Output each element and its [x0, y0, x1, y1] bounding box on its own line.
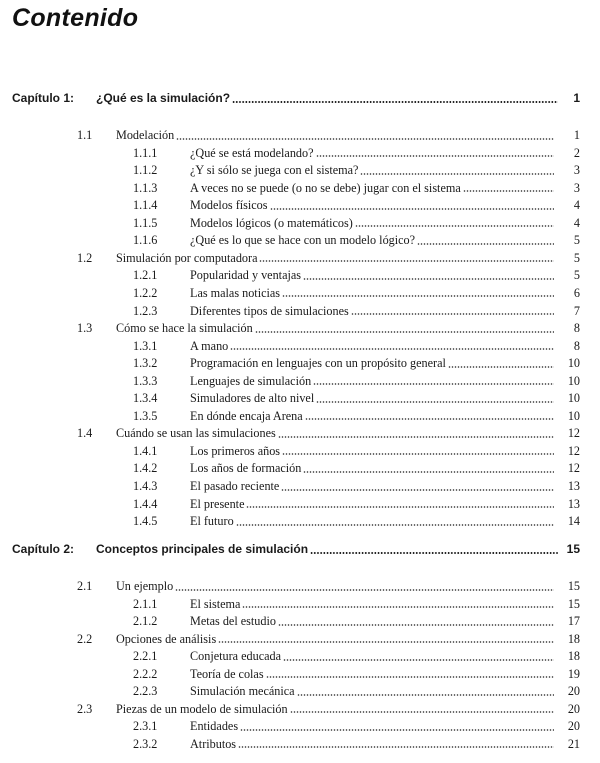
subsection-entry[interactable] — [0, 214, 600, 232]
subsection-title: Popularidad y ventajas — [190, 268, 302, 283]
subsection-number: 1.4.3 — [133, 479, 158, 493]
page-number: 5 — [573, 250, 580, 265]
dot-leader — [281, 489, 554, 491]
page-number: 20 — [567, 684, 580, 699]
page-number: 19 — [567, 666, 580, 681]
section-entry[interactable] — [0, 630, 600, 648]
subsection-title-leader — [190, 442, 554, 460]
subsection-title-leader — [190, 196, 554, 214]
subsection-number: 1.4.4 — [133, 496, 158, 511]
dot-leader — [283, 659, 554, 661]
section-title-leader — [116, 249, 554, 267]
section-entry[interactable] — [0, 424, 600, 442]
subsection-title: El presente — [190, 496, 245, 511]
section-number: 1.3 — [77, 321, 93, 336]
dot-leader — [255, 331, 554, 333]
page-number: 15 — [567, 596, 580, 611]
subsection-title: Las malas noticias — [190, 285, 281, 300]
subsection-title: Programación en lenguajes con un propósito general — [190, 356, 446, 371]
subsection-title-leader — [190, 231, 554, 249]
section-title-leader — [116, 424, 554, 442]
subsection-title-leader — [190, 459, 554, 477]
section-number: 2.1 — [77, 579, 93, 593]
subsection-number: 1.1.3 — [133, 180, 158, 195]
subsection-number: 1.2.3 — [133, 303, 158, 318]
page-number: 1 — [573, 91, 580, 105]
chapter-entry[interactable] — [0, 540, 600, 558]
subsection-number: 1.3.4 — [133, 391, 158, 406]
dot-leader — [310, 552, 558, 554]
page-number: 18 — [567, 649, 580, 664]
subsection-entry[interactable] — [0, 231, 600, 249]
subsection-entry[interactable] — [0, 459, 600, 477]
dot-leader — [463, 190, 554, 192]
section-title: Simulación por computadora — [116, 250, 258, 265]
page-number: 20 — [567, 719, 580, 734]
page-number: 1 — [573, 128, 580, 142]
subsection-title: Simuladores de alto nivel — [190, 391, 315, 406]
dot-leader — [290, 711, 554, 713]
subsection-entry[interactable] — [0, 302, 600, 320]
page-number: 2 — [573, 145, 580, 160]
dot-leader — [232, 101, 558, 103]
subsection-title-leader — [190, 179, 554, 197]
dot-leader — [313, 383, 554, 385]
page-number: 8 — [573, 321, 580, 336]
subsection-title-leader — [190, 512, 554, 530]
subsection-title-leader — [190, 266, 554, 284]
subsection-title-leader — [190, 682, 554, 700]
subsection-entry[interactable] — [0, 337, 600, 355]
subsection-number: 1.1.2 — [133, 163, 158, 178]
page-number: 17 — [567, 614, 580, 629]
dot-leader — [360, 173, 554, 175]
section-entry[interactable] — [0, 126, 600, 144]
page-title: Contenido — [12, 4, 139, 32]
page-number: 21 — [567, 736, 580, 751]
subsection-number: 1.3.3 — [133, 373, 158, 388]
subsection-title: A veces no se puede (o no se debe) jugar con el sistema — [190, 180, 461, 195]
subsection-title: El futuro — [190, 514, 234, 529]
subsection-number: 1.3.1 — [133, 338, 158, 353]
subsection-entry[interactable] — [0, 266, 600, 284]
chapter-entry[interactable] — [0, 89, 600, 107]
subsection-number: 1.3.5 — [133, 408, 158, 423]
subsection-title-leader — [190, 735, 554, 753]
dot-leader — [266, 676, 554, 678]
section-title: Un ejemplo — [116, 579, 174, 593]
section-entry[interactable] — [0, 249, 600, 267]
chapter-title: ¿Qué es la simulación? — [96, 91, 231, 105]
page-number: 14 — [567, 514, 580, 529]
subsection-number: 2.2.3 — [133, 684, 158, 699]
subsection-title-leader — [190, 284, 554, 302]
chapter-label: Capítulo 1: — [12, 91, 74, 105]
subsection-title: Los primeros años — [190, 443, 281, 458]
page-number: 3 — [573, 180, 580, 195]
dot-leader — [417, 243, 554, 245]
page-number: 12 — [567, 443, 580, 458]
page-number: 15 — [567, 579, 580, 593]
section-title: Cómo se hace la simulación — [116, 321, 253, 336]
subsection-title-leader — [190, 302, 554, 320]
page-number: 6 — [573, 285, 580, 300]
dot-leader — [355, 225, 554, 227]
subsection-title: Lenguajes de simulación — [190, 373, 312, 388]
subsection-title-leader — [190, 389, 554, 407]
section-number: 2.3 — [77, 701, 93, 716]
subsection-number: 2.1.1 — [133, 596, 158, 611]
subsection-title: Modelos físicos — [190, 198, 268, 213]
subsection-entry[interactable] — [0, 647, 600, 665]
subsection-title: Los años de formación — [190, 461, 302, 476]
dot-leader — [448, 366, 554, 368]
page-number: 13 — [567, 496, 580, 511]
dot-leader — [259, 260, 554, 262]
subsection-entry[interactable] — [0, 161, 600, 179]
subsection-entry[interactable] — [0, 354, 600, 372]
subsection-number: 1.1.5 — [133, 215, 158, 230]
section-number: 1.4 — [77, 426, 93, 441]
chapter-title-leader — [96, 89, 558, 107]
dot-leader — [297, 694, 554, 696]
subsection-title: En dónde encaja Arena — [190, 408, 303, 423]
subsection-title-leader — [190, 477, 554, 495]
section-title-leader — [116, 319, 554, 337]
subsection-number: 1.2.2 — [133, 285, 158, 300]
chapter-title-leader — [96, 540, 558, 558]
subsection-title: Atributos — [190, 736, 237, 751]
subsection-title-leader — [190, 337, 554, 355]
subsection-number: 1.4.2 — [133, 461, 158, 476]
page-number: 4 — [573, 198, 580, 213]
subsection-entry[interactable] — [0, 477, 600, 495]
subsection-title: Diferentes tipos de simulaciones — [190, 303, 349, 318]
section-number: 1.2 — [77, 250, 93, 265]
subsection-title: ¿Qué se está modelando? — [190, 145, 314, 160]
subsection-number: 1.1.6 — [133, 233, 158, 248]
subsection-entry[interactable] — [0, 442, 600, 460]
section-entry[interactable] — [0, 319, 600, 337]
section-title: Cuándo se usan las simulaciones — [116, 426, 276, 441]
subsection-title: Metas del estudio — [190, 614, 276, 629]
subsection-title: ¿Qué es lo que se hace con un modelo lógico? — [190, 233, 416, 248]
dot-leader — [242, 606, 554, 608]
subsection-entry[interactable] — [0, 495, 600, 513]
subsection-number: 1.1.4 — [133, 198, 158, 213]
dot-leader — [270, 208, 554, 210]
subsection-number: 1.4.1 — [133, 443, 158, 458]
subsection-title-leader — [190, 495, 554, 513]
subsection-entry[interactable] — [0, 389, 600, 407]
subsection-number: 2.2.1 — [133, 649, 158, 664]
subsection-entry[interactable] — [0, 284, 600, 302]
page-number: 3 — [573, 163, 580, 178]
dot-leader — [246, 506, 554, 508]
section-entry[interactable] — [0, 700, 600, 718]
subsection-entry[interactable] — [0, 717, 600, 735]
subsection-title-leader — [190, 647, 554, 665]
section-entry[interactable] — [0, 577, 600, 595]
subsection-entry[interactable] — [0, 372, 600, 390]
dot-leader — [303, 471, 554, 473]
subsection-title: Modelos lógicos (o matemáticos) — [190, 215, 353, 230]
subsection-entry[interactable] — [0, 735, 600, 753]
dot-leader — [305, 418, 554, 420]
subsection-title-leader — [190, 665, 554, 683]
section-title-leader — [116, 577, 554, 595]
dot-leader — [218, 641, 554, 643]
chapter-label: Capítulo 2: — [12, 542, 74, 556]
section-number: 2.2 — [77, 631, 93, 646]
subsection-number: 2.3.1 — [133, 719, 158, 734]
subsection-title-leader — [190, 595, 554, 613]
subsection-title: Simulación mecánica — [190, 684, 295, 699]
dot-leader — [236, 524, 554, 526]
subsection-entry[interactable] — [0, 665, 600, 683]
page-number: 10 — [567, 356, 580, 371]
page-number: 12 — [567, 426, 580, 441]
page-number: 7 — [573, 303, 580, 318]
subsection-title-leader — [190, 372, 554, 390]
page-number: 4 — [573, 215, 580, 230]
dot-leader — [282, 295, 554, 297]
chapter-title: Conceptos principales de simulación — [96, 542, 309, 556]
section-title: Opciones de análisis — [116, 631, 217, 646]
subsection-title-leader — [190, 161, 554, 179]
dot-leader — [316, 155, 554, 157]
subsection-number: 1.1.1 — [133, 145, 158, 160]
dot-leader — [278, 624, 554, 626]
dot-leader — [278, 436, 554, 438]
page-number: 15 — [566, 542, 580, 556]
subsection-title: El sistema — [190, 596, 241, 611]
subsection-number: 2.3.2 — [133, 736, 158, 751]
subsection-title-leader — [190, 717, 554, 735]
subsection-number: 1.2.1 — [133, 268, 158, 283]
subsection-entry[interactable] — [0, 512, 600, 530]
page-number: 12 — [567, 461, 580, 476]
subsection-entry[interactable] — [0, 595, 600, 613]
section-title-leader — [116, 630, 554, 648]
section-title-leader — [116, 700, 554, 718]
subsection-title-leader — [190, 407, 554, 425]
subsection-title: Conjetura educada — [190, 649, 282, 664]
page-number: 20 — [567, 701, 580, 716]
subsection-title-leader — [190, 214, 554, 232]
dot-leader — [238, 746, 554, 748]
subsection-title-leader — [190, 144, 554, 162]
page-number: 18 — [567, 631, 580, 646]
dot-leader — [316, 401, 554, 403]
dot-leader — [351, 313, 554, 315]
page-number: 10 — [567, 408, 580, 423]
subsection-entry[interactable] — [0, 196, 600, 214]
subsection-entry[interactable] — [0, 682, 600, 700]
section-title: Modelación — [116, 128, 175, 142]
page-number: 5 — [573, 268, 580, 283]
page-number: 5 — [573, 233, 580, 248]
subsection-entry[interactable] — [0, 407, 600, 425]
section-title-leader — [116, 126, 554, 144]
subsection-title: Entidades — [190, 719, 239, 734]
subsection-title: ¿Y si sólo se juega con el sistema? — [190, 163, 359, 178]
subsection-title: El pasado reciente — [190, 479, 280, 493]
subsection-number: 2.1.2 — [133, 614, 158, 629]
subsection-title-leader — [190, 354, 554, 372]
dot-leader — [282, 453, 554, 455]
subsection-number: 1.3.2 — [133, 356, 158, 371]
dot-leader — [176, 138, 554, 140]
subsection-number: 2.2.2 — [133, 666, 158, 681]
page-number: 13 — [567, 479, 580, 493]
subsection-entry[interactable] — [0, 612, 600, 630]
page-number: 8 — [573, 338, 580, 353]
subsection-number: 1.4.5 — [133, 514, 158, 529]
dot-leader — [303, 278, 554, 280]
subsection-title-leader — [190, 612, 554, 630]
section-title: Piezas de un modelo de simulación — [116, 701, 288, 716]
subsection-entry[interactable] — [0, 179, 600, 197]
section-number: 1.1 — [77, 128, 93, 142]
dot-leader — [240, 729, 554, 731]
subsection-entry[interactable] — [0, 144, 600, 162]
page-number: 10 — [567, 373, 580, 388]
subsection-title: A mano — [190, 338, 229, 353]
page-number: 10 — [567, 391, 580, 406]
dot-leader — [230, 348, 554, 350]
subsection-title: Teoría de colas — [190, 666, 264, 681]
dot-leader — [175, 589, 554, 591]
